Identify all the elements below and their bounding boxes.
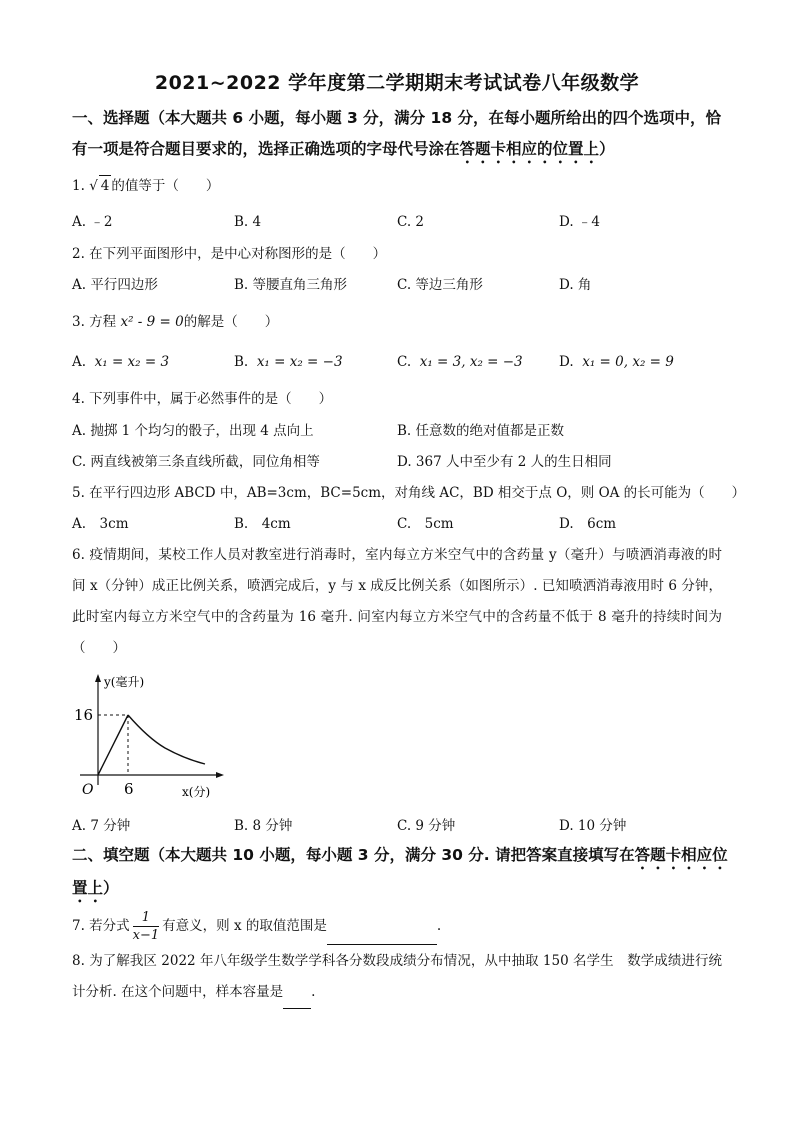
q6-option-a[interactable]: A. 7 分钟 (72, 818, 131, 834)
q5-option-a[interactable]: A. 3cm (72, 516, 129, 532)
q4-option-b[interactable]: B. 任意数的绝对值都是正数 (397, 423, 565, 439)
question-5: 5. 在平行四边形 ABCD 中，AB=3cm，BC=5cm，对角线 AC，BD 相交于点 O，则 OA 的长可能为（ ） (72, 485, 746, 501)
sqrt-radicand: 4 (99, 175, 112, 196)
q4-option-a[interactable]: A. 抛掷 1 个均匀的骰子，出现 4 点向上 (72, 423, 314, 439)
x-axis-label: x(分) (182, 785, 211, 799)
q1-option-a[interactable]: A. ﹣2 (72, 214, 113, 230)
q5-option-d[interactable]: D. 6cm (559, 516, 617, 532)
x-tick-label: 6 (124, 780, 134, 798)
q2-option-c[interactable]: C. 等边三角形 (397, 277, 483, 293)
q7-answer-blank[interactable] (327, 908, 437, 945)
q3-option-b[interactable]: B. x₁ = x₂ = −3 (234, 354, 343, 370)
q1-option-b[interactable]: B. 4 (234, 214, 262, 230)
q6-option-d[interactable]: D. 10 分钟 (559, 818, 627, 834)
q4-option-c[interactable]: C. 两直线被第三条直线所截，同位角相等 (72, 454, 320, 470)
q3-option-a[interactable]: A. x₁ = x₂ = 3 (72, 354, 170, 370)
q5-option-b[interactable]: B. 4cm (234, 516, 291, 532)
decay-curve (128, 715, 205, 764)
question-7: 7. 若分式 $\frac{1}{x-1}$ 有意义，则 x 的取值范围是 . (72, 910, 442, 943)
section-2-heading: 二、填空题（本大题共 10 小题，每小题 3 分，满分 30 分. 请把答案直接填写在答题卡相应位置上） (72, 846, 728, 897)
section-1-emphasis: 答题卡相应的位置上 (459, 140, 600, 158)
section-2-emphasis: 答题卡相应位置上 (72, 846, 728, 897)
origin-label: O (82, 782, 94, 798)
q6-option-b[interactable]: B. 8 分钟 (234, 818, 293, 834)
y-axis-arrow (95, 674, 101, 682)
y-axis-label: y(毫升) (104, 675, 145, 689)
question-2: 2. 在下列平面图形中，是中心对称图形的是（ ） (72, 246, 387, 262)
question-8: 8. 为了解我区 2022 年八年级学生数学学科各分数段成绩分布情况，从中抽取 150 名学生 数学成绩进行统计分析. 在这个问题中，样本容量是 . (72, 946, 722, 1009)
q2-option-d[interactable]: D. 角 (559, 277, 592, 293)
question-4: 4. 下列事件中，属于必然事件的是（ ） (72, 391, 333, 407)
q3-option-d[interactable]: D. x₁ = 0, x₂ = 9 (559, 354, 674, 370)
q1-option-d[interactable]: D. ﹣4 (559, 214, 601, 230)
q1-option-c[interactable]: C. 2 (397, 214, 425, 230)
q3-option-c[interactable]: C. x₁ = 3, x₂ = −3 (397, 354, 523, 370)
question-3: 3. 方程 x² - 9 = 0的解是（ ） (72, 314, 279, 330)
q5-option-c[interactable]: C. 5cm (397, 516, 454, 532)
page-title: 2021~2022 学年度第二学期期末考试试卷八年级数学 (154, 72, 640, 94)
q4-option-d[interactable]: D. 367 人中至少有 2 人的生日相同 (397, 454, 612, 470)
y-tick-label: 16 (74, 706, 94, 724)
q2-option-b[interactable]: B. 等腰直角三角形 (234, 277, 348, 293)
question-6: 6. 疫情期间，某校工作人员对教室进行消毒时，室内每立方米空气中的含药量 y（毫升）与喷洒消毒液的时间 x（分钟）成正比例关系，喷洒完成后，y 与 x 成反比例关系（如图所示）. 已知喷洒消毒液用时 6 分钟，此时室内每立方米空气中的含药量为 16 毫升. 问室内每立方米空气中的含药量不低于 8 毫升的持续时间为（ ） (72, 547, 722, 656)
q8-answer-blank[interactable] (283, 977, 311, 1009)
x-axis-arrow (216, 772, 224, 778)
rise-segment (98, 715, 128, 775)
q6-graph (70, 670, 230, 805)
section-1-heading: 一、选择题（本大题共 6 小题，每小题 3 分，满分 18 分，在每小题所给出的四个选项中，恰有一项是符合题目要求的，选择正确选项的字母代号涂在答题卡相应的位置上） (72, 109, 722, 158)
q6-option-c[interactable]: C. 9 分钟 (397, 818, 456, 834)
q3-equation: x² - 9 = 0 (120, 314, 184, 330)
q7-fraction: $\frac{1}{x-1}$ (132, 910, 160, 943)
q2-option-a[interactable]: A. 平行四边形 (72, 277, 158, 293)
question-1: 1. √ 4 的值等于（ ） (72, 175, 219, 196)
